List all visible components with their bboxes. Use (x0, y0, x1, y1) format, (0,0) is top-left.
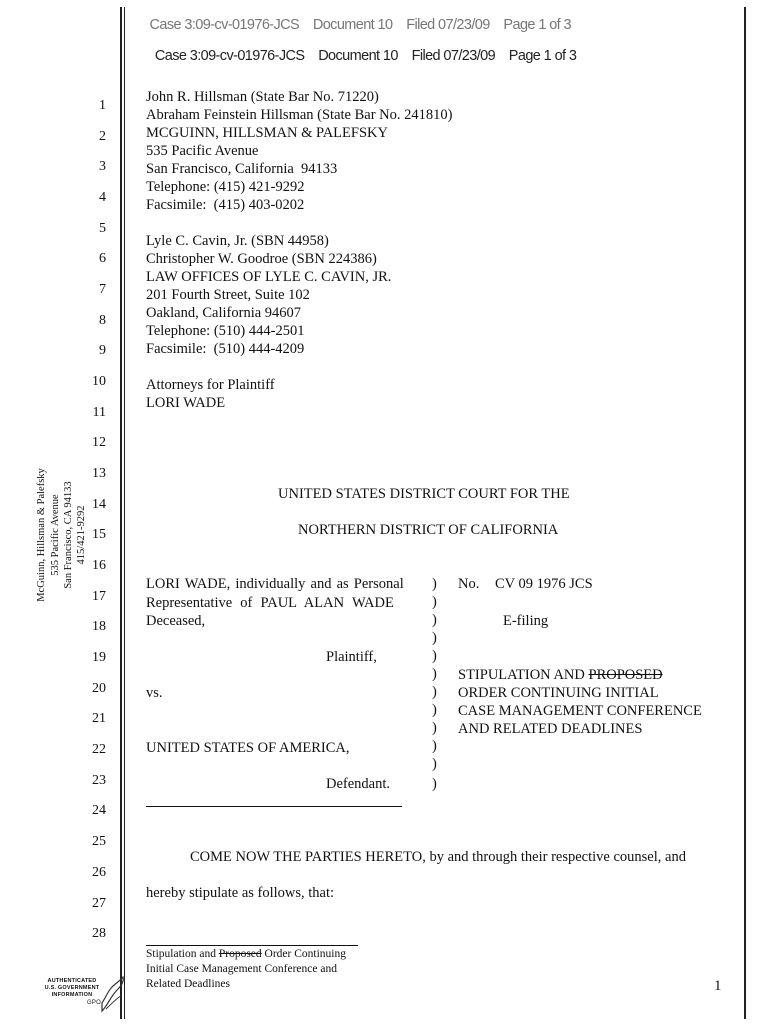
firm-sidebar (20, 460, 90, 610)
line-number: 7 (99, 282, 106, 297)
caption-paren: ) (432, 756, 437, 772)
caption-paren: ) (432, 738, 437, 754)
sidebar-city: San Francisco, CA 94133 (63, 481, 74, 589)
plaintiff-line: Deceased, (146, 613, 206, 629)
caption-paren: ) (432, 576, 437, 592)
line-number: 9 (99, 343, 106, 358)
counsel-line: San Francisco, California 94133 (146, 161, 338, 177)
counsel-line: MCGUINN, HILLSMAN & PALEFSKY (146, 125, 388, 141)
plaintiff-line: Representative of PAUL ALAN WADE (146, 595, 394, 611)
gpo-line-1: AUTHENTICATED (47, 978, 97, 984)
caption-paren: ) (432, 648, 437, 664)
line-number: 2 (99, 129, 106, 144)
footer-title-line-2: Initial Case Management Conference and (146, 963, 337, 975)
body-paragraph-line-2: hereby stipulate as follows, that: (146, 885, 335, 901)
line-number: 1 (99, 98, 106, 113)
counsel-line: LAW OFFICES OF LYLE C. CAVIN, JR. (146, 269, 392, 285)
counsel-line: Abraham Feinstein Hillsman (State Bar No. 241810) (146, 107, 453, 123)
counsel-line: Facsimile: (510) 444-4209 (146, 341, 305, 357)
document-title-line-3: CASE MANAGEMENT CONFERENCE (458, 703, 702, 719)
attorneys-for-party: LORI WADE (146, 395, 226, 411)
efiling-label: E-filing (503, 613, 549, 629)
line-number: 12 (92, 435, 106, 450)
line-number: 22 (92, 742, 106, 757)
line-number: 26 (92, 865, 106, 880)
sidebar-phone: 415/421-9292 (76, 505, 87, 565)
line-number: 13 (92, 466, 106, 481)
line-number: 10 (92, 374, 106, 389)
gpo-line-4: GPO (87, 1000, 101, 1006)
counsel-line: Facsimile: (415) 403-0202 (146, 197, 305, 213)
caption-paren: ) (432, 612, 437, 628)
ecf-case-number: Case 3:09-cv-01976-JCS (154, 48, 305, 64)
left-margin-rule-inner (124, 7, 125, 1019)
document-title-line-4: AND RELATED DEADLINES (458, 721, 643, 737)
caption-paren: ) (432, 630, 437, 646)
gpo-authentication-badge (40, 975, 128, 1015)
line-number: 28 (92, 926, 106, 941)
ecf-header-shadow: Case 3:09-cv-01976-JCS Document 10 Filed 07/23/09 Page 1 of 3 (149, 16, 571, 33)
sidebar-firm-name: McGuinn, Hillsman & Palefsky (36, 468, 47, 602)
footer-rule (146, 945, 358, 946)
counsel-line: Oakland, California 94607 (146, 305, 302, 321)
page-number: 1 (714, 978, 722, 994)
court-name-line-1: UNITED STATES DISTRICT COURT FOR THE (278, 486, 570, 502)
line-number: 21 (92, 711, 106, 726)
defendant-label: Defendant. (326, 776, 391, 792)
line-number: 18 (92, 619, 106, 634)
court-name-line-2: NORTHERN DISTRICT OF CALIFORNIA (298, 522, 559, 538)
line-number: 14 (92, 497, 106, 512)
line-number: 19 (92, 650, 106, 665)
line-number: 25 (92, 834, 106, 849)
counsel-line: 535 Pacific Avenue (146, 143, 259, 159)
line-number: 4 (99, 190, 106, 205)
caption-paren: ) (432, 776, 437, 792)
caption-paren: ) (432, 720, 437, 736)
line-number: 24 (92, 803, 106, 818)
eagle-icon (98, 975, 128, 1015)
caption-paren: ) (432, 684, 437, 700)
caption-paren: ) (432, 702, 437, 718)
versus-label: vs. (146, 685, 163, 701)
gpo-line-3: INFORMATION (51, 992, 93, 998)
caption-paren: ) (432, 666, 437, 682)
caption-paren: ) (432, 594, 437, 610)
line-number: 8 (99, 313, 106, 328)
document-title-line-1: STIPULATION AND PROPOSED (458, 667, 663, 683)
ecf-header (148, 16, 668, 64)
counsel-line: Telephone: (415) 421-9292 (146, 179, 305, 195)
ecf-page-count: Page 1 of 3 (508, 48, 577, 64)
plaintiff-line: LORI WADE, individually and as Personal (146, 576, 404, 592)
plaintiff-label: Plaintiff, (326, 649, 377, 665)
struck-proposed-footer: Proposed (218, 948, 262, 960)
counsel-line: Lyle C. Cavin, Jr. (SBN 44958) (146, 233, 329, 249)
line-number: 6 (99, 251, 106, 266)
gpo-line-2: U.S. GOVERNMENT (44, 985, 100, 991)
footer-title-line-1: Stipulation and Proposed Order Continuing (146, 948, 346, 960)
counsel-line: Christopher W. Goodroe (SBN 224386) (146, 251, 377, 267)
case-number: CV 09 1976 JCS (495, 576, 593, 592)
line-number: 20 (92, 681, 106, 696)
footer-title-line-3: Related Deadlines (146, 978, 230, 990)
ecf-filed-date: Filed 07/23/09 (411, 48, 496, 64)
line-number: 15 (92, 527, 106, 542)
counsel-line: John R. Hillsman (State Bar No. 71220) (146, 89, 379, 105)
defendant-name: UNITED STATES OF AMERICA, (146, 740, 350, 756)
line-number: 17 (92, 589, 106, 604)
line-number: 27 (92, 896, 106, 911)
document-title-line-2: ORDER CONTINUING INITIAL (458, 685, 659, 701)
body-paragraph-line-1: COME NOW THE PARTIES HERETO, by and through their respective counsel, and (190, 849, 686, 865)
line-number: 23 (92, 773, 106, 788)
left-margin-rule (120, 7, 122, 1019)
ecf-document-number: Document 10 (318, 48, 398, 64)
line-number: 11 (92, 405, 106, 420)
counsel-line: Telephone: (510) 444-2501 (146, 323, 305, 339)
struck-proposed: PROPOSED (588, 667, 663, 683)
case-number-label: No. (458, 576, 480, 592)
line-number: 16 (92, 558, 106, 573)
right-margin-rule (744, 7, 746, 1019)
line-number: 3 (99, 159, 106, 174)
counsel-line: 201 Fourth Street, Suite 102 (146, 287, 310, 303)
sidebar-address: 535 Pacific Avenue (50, 494, 61, 576)
line-number: 5 (99, 221, 106, 236)
caption-underline (146, 806, 402, 807)
attorneys-for-label: Attorneys for Plaintiff (146, 377, 275, 393)
